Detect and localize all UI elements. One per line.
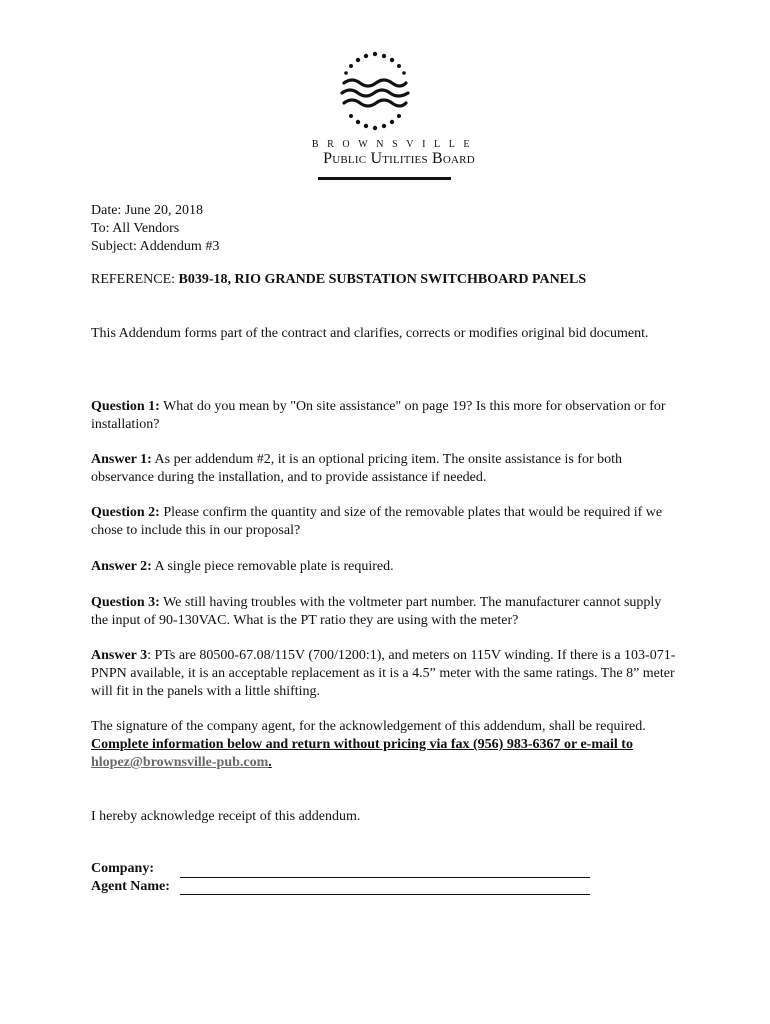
company-input-line[interactable] [180,877,590,878]
memo-date: Date: June 20, 2018 [91,203,203,218]
qa-text: As per addendum #2, it is an optional pricing item. The onsite assistance is for both observance during the installation, and to provide assistance if needed. [91,452,623,485]
qa-label: Question 1: [91,399,160,414]
answer-2 [91,558,681,576]
signature-note-end: . [268,755,272,770]
acknowledgement-statement: I hereby acknowledge receipt of this addendum. [91,809,361,824]
question-3 [91,594,681,630]
company-field-label: Company: [91,861,155,876]
answer-1 [91,451,681,487]
answer-3 [91,647,681,701]
qa-text: A single piece removable plate is required. [151,559,394,574]
qa-text: What do you mean by "On site assistance" on page 19? Is this more for observation or for installation? [91,399,666,432]
qa-label: Answer 1: [91,452,152,467]
memo-subject: Subject: Addendum #3 [91,239,220,254]
agent-name-field-label: Agent Name: [91,879,170,894]
org-name-line-2: Public Utilities Board [323,150,475,167]
pub-logo-icon [330,50,420,136]
qa-text: We still having troubles with the voltmeter part number. The manufacturer cannot supply the input of 90-130VAC. What is the PT ratio they are using with the meter? [91,595,662,628]
memo-to: To: All Vendors [91,221,180,236]
qa-label: Question 3: [91,595,160,610]
return-instructions: Complete information below and return without pricing via fax (956) 983-6367 or e-mail to [91,737,633,752]
agent-name-input-line[interactable] [180,894,590,895]
question-2 [91,504,681,540]
signature-note-text: The signature of the company agent, for the acknowledgement of this addendum, shall be required. [91,719,646,734]
qa-text: : PTs are 80500-67.08/115V (700/1200:1), and meters on 115V winding. If there is a 103-071-PNPN available, it is an acceptable replacement as it is a 4.5” meter with the same ratings. The 8” meter will fit in the panels with a little shifting. [91,648,676,699]
qa-text: Please confirm the quantity and size of the removable plates that would be required if we chose to include this in our proposal? [91,505,663,538]
qa-label: Question 2: [91,505,160,520]
memo-header [91,202,219,256]
intro-paragraph: This Addendum forms part of the contract and clarifies, corrects or modifies original bid document. [91,326,649,341]
question-1 [91,398,681,434]
qa-label: Answer 2: [91,559,152,574]
signature-note [91,718,681,772]
qa-label: Answer 3 [91,648,148,663]
reference-value: B039-18, RIO GRANDE SUBSTATION SWITCHBOARD PANELS [178,272,587,287]
email-link[interactable]: hlopez@brownsville-pub.com [91,755,269,770]
reference-label: REFERENCE: [91,272,179,287]
reference-line [91,272,586,288]
header-divider [318,177,451,180]
org-name-line-1: BROWNSVILLE [311,139,479,150]
